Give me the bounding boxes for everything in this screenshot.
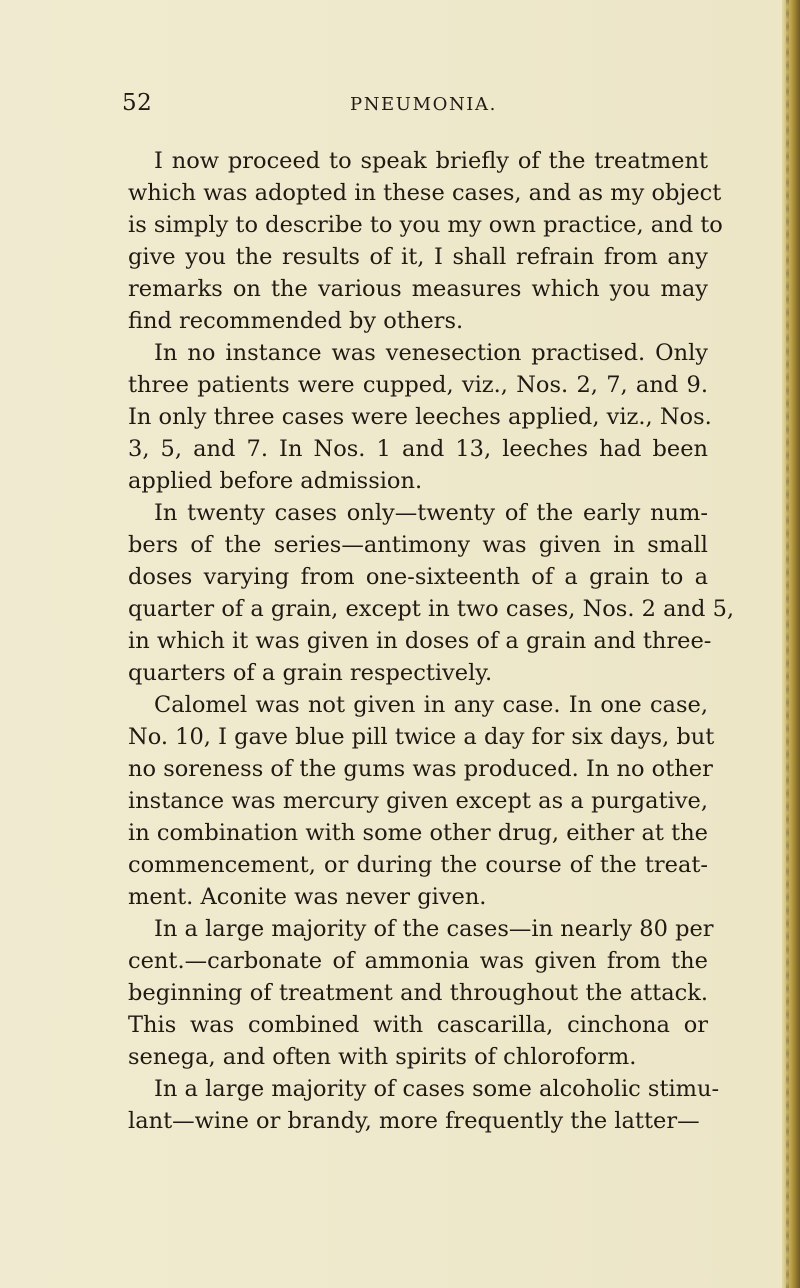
text-line: In only three cases were leeches applied, viz., Nos. [128, 404, 712, 430]
text-line: which was adopted in these cases, and as my object [128, 180, 722, 206]
running-head: PNEUMONIA. [350, 94, 497, 115]
text-line: In no instance was venesection practised. Only [154, 340, 708, 366]
text-line: senega, and often with spirits of chloroform. [128, 1044, 637, 1070]
text-line: instance was mercury given except as a purgative, [128, 788, 708, 814]
text-line: beginning of treatment and throughout the attack. [128, 980, 708, 1006]
text-line: 3, 5, and 7. In Nos. 1 and 13, leeches had been [128, 436, 708, 462]
text-line: find recommended by others. [128, 308, 464, 334]
text-line: No. 10, I gave blue pill twice a day for six days, but [128, 724, 715, 750]
page-number: 52 [122, 90, 153, 116]
text-line: three patients were cupped, viz., Nos. 2, 7, and 9. [128, 372, 708, 398]
text-line: in which it was given in doses of a grain and three- [128, 628, 712, 654]
body-text [128, 145, 735, 1137]
text-line: ment. Aconite was never given. [128, 884, 487, 910]
text-line: is simply to describe to you my own practice, and to [128, 212, 723, 238]
text-line: remarks on the various measures which you may [128, 276, 708, 302]
text-line: no soreness of the gums was produced. In no other [128, 756, 713, 782]
text-line: In twenty cases only—twenty of the early num- [154, 500, 708, 526]
text-line: Calomel was not given in any case. In one case, [154, 692, 708, 718]
text-line: applied before admission. [128, 468, 423, 494]
text-line: In a large majority of cases some alcoholic stimu- [154, 1076, 720, 1102]
text-line: In a large majority of the cases—in nearly 80 per [154, 916, 714, 942]
text-line: quarter of a grain, except in two cases, Nos. 2 and 5, [128, 596, 735, 622]
text-line: in combination with some other drug, either at the [128, 820, 708, 846]
page-header [0, 90, 780, 122]
text-line: lant—wine or brandy, more frequently the latter— [128, 1108, 700, 1134]
text-line: doses varying from one-sixteenth of a grain to a [128, 564, 708, 590]
page-edge [782, 0, 800, 1288]
text-line: I now proceed to speak briefly of the treatment [154, 148, 708, 174]
text-line: cent.—carbonate of ammonia was given from the [128, 948, 708, 974]
text-line: bers of the series—antimony was given in small [128, 532, 708, 558]
text-line: commencement, or during the course of the treat- [128, 852, 708, 878]
text-line: quarters of a grain respectively. [128, 660, 493, 686]
text-line: give you the results of it, I shall refrain from any [128, 244, 708, 270]
text-line: This was combined with cascarilla, cinchona or [128, 1012, 708, 1038]
